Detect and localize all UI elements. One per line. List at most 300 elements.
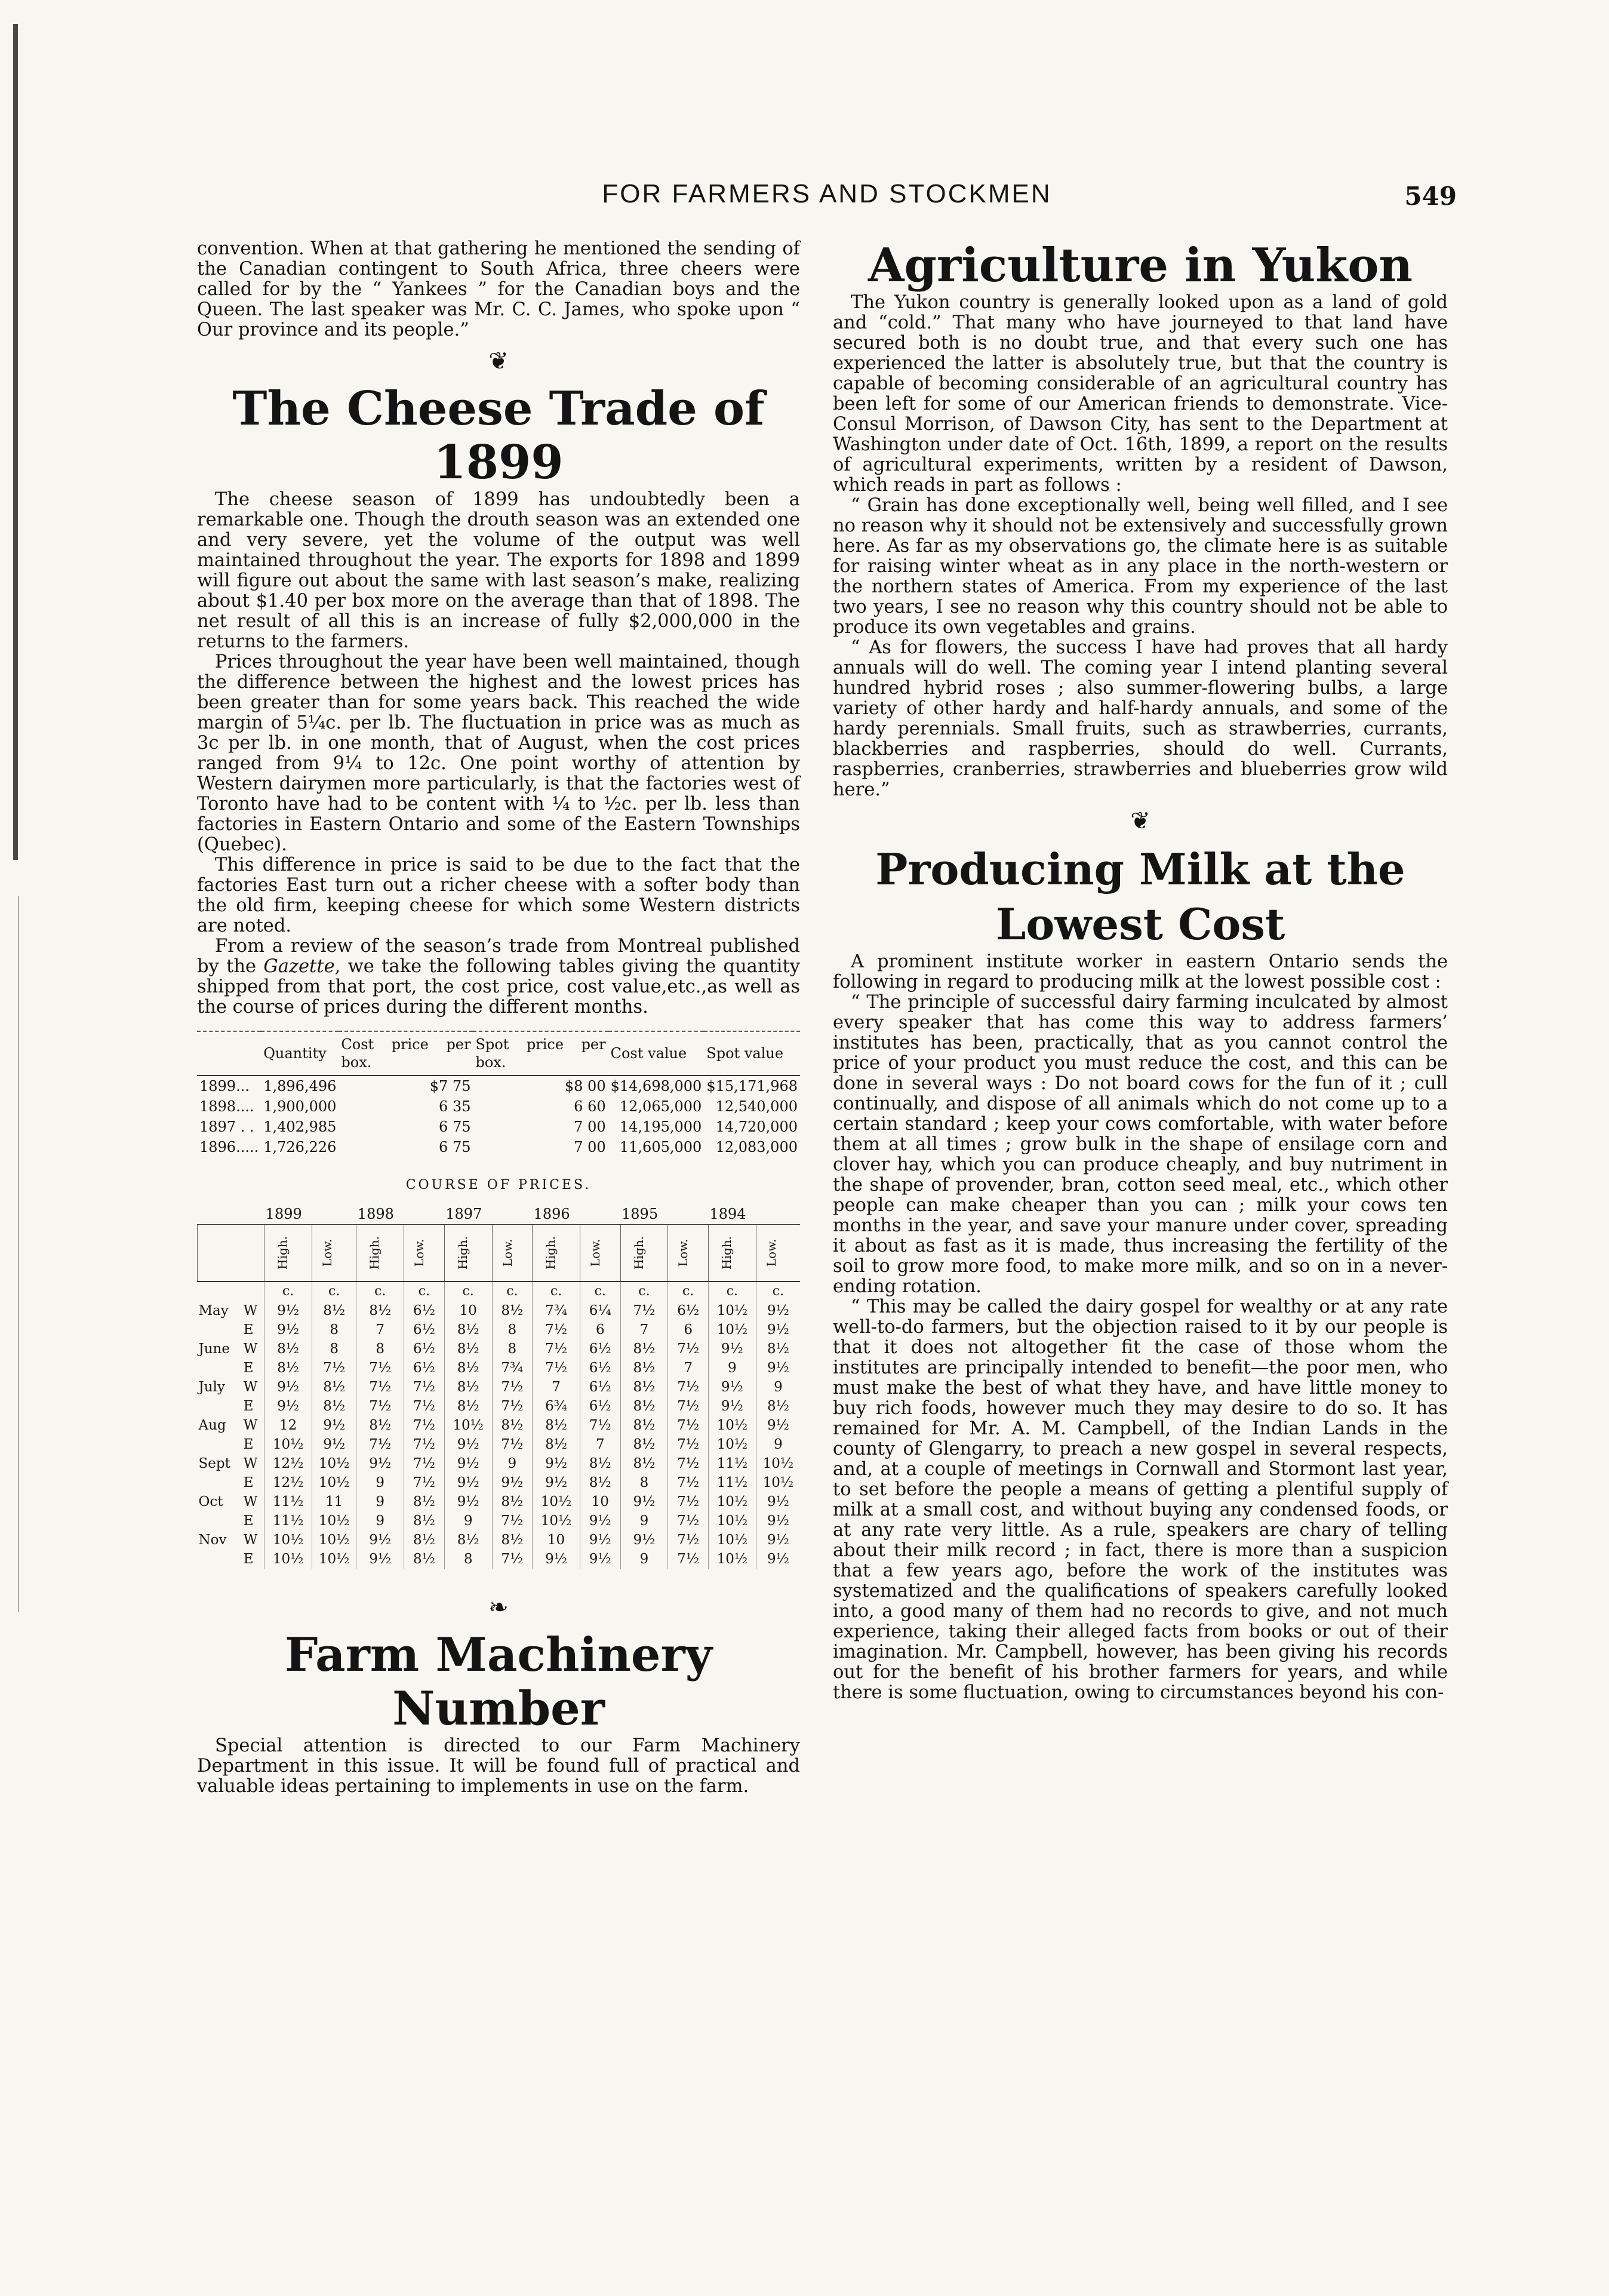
price-cell: 9½ <box>264 1397 312 1416</box>
price-cell: 9½ <box>356 1454 404 1473</box>
price-cell: 10½ <box>708 1320 756 1339</box>
table-cell: 6 60 <box>574 1098 606 1115</box>
price-cell: 7½ <box>356 1435 404 1454</box>
month-header-spacer <box>198 1204 264 1225</box>
table-cell: $14,698,000 <box>610 1078 702 1095</box>
price-cell: 9 <box>356 1511 404 1530</box>
high-low-header <box>668 1225 709 1282</box>
year-header: 1896 <box>533 1206 570 1222</box>
month-label <box>198 1473 242 1492</box>
yukon-paragraph-1: The Yukon country is generally looked upon as a land of gold and “cold.” That many who have journeyed to that land have secured both is no doubt true, and that every such one has experienced the latter is absolutely true, but that the country is capable of becoming considerable of an agricultural country has been left for some of our American friends to demonstrate. Vice-Consul Morrison, of Dawson City, has sent to the Department at Washington under date of Oct. 16th, 1899, a report on the results of agricultural experiments, written by a resident of Dawson, which reads in part as follows : <box>833 292 1448 496</box>
price-cell: 7 <box>580 1435 621 1454</box>
table-cell: 7 00 <box>574 1139 606 1155</box>
price-cell: 9½ <box>444 1492 492 1511</box>
price-cell: 8½ <box>492 1492 533 1511</box>
price-cell: 9½ <box>264 1301 312 1320</box>
table-cell: 12,083,000 <box>715 1139 798 1155</box>
price-cell: 6½ <box>580 1339 621 1358</box>
unit-label: c. <box>756 1281 800 1301</box>
price-cell: 7½ <box>492 1378 533 1397</box>
price-cell: 9½ <box>492 1473 533 1492</box>
price-cell: 7½ <box>668 1492 709 1511</box>
price-cell: 11 <box>312 1492 356 1511</box>
table-cell: 11,605,000 <box>619 1139 702 1155</box>
right-column <box>833 239 1448 1703</box>
year-header: 1898 <box>357 1206 394 1222</box>
price-cell: 9 <box>356 1492 404 1511</box>
price-cell: 6½ <box>404 1320 445 1339</box>
table-row <box>198 1397 801 1416</box>
region-label: W <box>243 1456 258 1471</box>
col-header-cost-price: Cost price per box. <box>339 1031 473 1075</box>
table-cell: 6 35 <box>439 1098 471 1115</box>
price-cell: 8 <box>620 1473 668 1492</box>
unit-label: c. <box>492 1281 533 1301</box>
price-cell: 6½ <box>580 1397 621 1416</box>
price-cell: 8 <box>444 1550 492 1569</box>
table-cell: 12,540,000 <box>715 1098 798 1115</box>
price-cell: 9 <box>756 1378 800 1397</box>
price-cell: 9½ <box>756 1301 800 1320</box>
high-low-header <box>312 1225 356 1282</box>
unit-label: c. <box>668 1281 709 1301</box>
table-row <box>198 1339 801 1358</box>
units-row <box>198 1281 801 1301</box>
region-label: E <box>243 1360 254 1376</box>
price-cell: 8½ <box>404 1530 445 1550</box>
scan-edge <box>13 24 18 860</box>
price-cell: 7½ <box>668 1435 709 1454</box>
price-cell: 6½ <box>404 1301 445 1320</box>
price-cell: 12½ <box>264 1454 312 1473</box>
year-header: 1895 <box>622 1206 659 1222</box>
table-row <box>198 1301 801 1320</box>
price-cell: 7½ <box>668 1339 709 1358</box>
machinery-paragraph: Special attention is directed to our Farm Machinery Department in this issue. It will be found full of practical and valuable ideas pertaining to implements in use on the farm. <box>197 1735 800 1797</box>
unit-label: c. <box>580 1281 621 1301</box>
table-row <box>197 1117 800 1137</box>
course-of-prices-title: COURSE OF PRICES. <box>405 1178 592 1192</box>
gazette-title: Gazette <box>263 956 335 977</box>
month-label: May <box>198 1303 229 1318</box>
table-row <box>198 1320 801 1339</box>
price-cell: 8½ <box>620 1397 668 1416</box>
high-low-label: High. <box>631 1236 646 1270</box>
table-cell: 6 75 <box>439 1139 471 1155</box>
table-row <box>197 1137 800 1157</box>
high-low-header <box>533 1225 580 1282</box>
unit-label: c. <box>444 1281 492 1301</box>
price-cell: 9½ <box>533 1473 580 1492</box>
price-cell: 8½ <box>312 1301 356 1320</box>
price-cell: 7¾ <box>492 1358 533 1378</box>
price-cell: 8½ <box>620 1454 668 1473</box>
price-cell: 6½ <box>668 1301 709 1320</box>
price-cell: 10½ <box>708 1550 756 1569</box>
cheese-paragraph-2: Prices throughout the year have been well maintained, though the difference between the highest and the lowest prices has been greater than for some years back. This reached the wide margin of 5¼c. per lb. The fluctuation in price was as much as 3c per lb. in one month, that of August, when the cost prices ranged from 9¼ to 12c. One point worthy of attention by Western dairymen more particularly, is that the factories west of Toronto have had to be content with ¼ to ½c. per lb. less than factories in Eastern Ontario and some of the Eastern Townships (Quebec). <box>197 651 800 855</box>
ornament-icon: ❦ <box>488 348 509 375</box>
cheese-p4-text-a: From a review of the season’s trade from Montreal published by the <box>197 936 800 977</box>
table-cell: 12,065,000 <box>619 1098 702 1115</box>
running-title: FOR FARMERS AND STOCKMEN <box>602 179 1052 208</box>
price-cell: 6¼ <box>580 1301 621 1320</box>
ornament-icon-2: ❧ <box>488 1594 509 1621</box>
high-low-header-row <box>198 1225 801 1282</box>
price-cell: 7½ <box>492 1435 533 1454</box>
price-cell: 8½ <box>404 1511 445 1530</box>
price-cell: 12½ <box>264 1473 312 1492</box>
month-label <box>198 1511 242 1530</box>
table-row <box>198 1416 801 1435</box>
table-cell: $7 75 <box>429 1078 471 1095</box>
month-label <box>198 1550 242 1569</box>
course-of-prices-table <box>197 1204 800 1569</box>
price-cell: 7½ <box>668 1397 709 1416</box>
price-cell: 7½ <box>668 1473 709 1492</box>
price-cell: 7½ <box>620 1301 668 1320</box>
price-cell: 8 <box>492 1320 533 1339</box>
price-cell: 7½ <box>668 1454 709 1473</box>
high-low-header <box>492 1225 533 1282</box>
price-cell: 8½ <box>356 1416 404 1435</box>
table-cell: 14,720,000 <box>715 1118 798 1135</box>
cheese-paragraph-4 <box>197 936 800 1018</box>
price-cell: 10½ <box>708 1492 756 1511</box>
price-cell: 10½ <box>312 1530 356 1550</box>
table-row <box>198 1473 801 1492</box>
farm-machinery-heading: Farm Machinery Number <box>285 1628 712 1736</box>
price-cell: 8½ <box>492 1530 533 1550</box>
price-cell: 9 <box>756 1435 800 1454</box>
region-label: W <box>243 1379 258 1395</box>
price-cell: 8½ <box>756 1397 800 1416</box>
region-label: E <box>243 1475 254 1490</box>
high-low-label: High. <box>367 1236 382 1270</box>
high-low-header <box>708 1225 756 1282</box>
table-row <box>197 1075 800 1096</box>
region-label: E <box>243 1437 254 1452</box>
high-low-header <box>444 1225 492 1282</box>
price-cell: 8½ <box>356 1301 404 1320</box>
year-header: 1894 <box>709 1206 746 1222</box>
price-cell: 7½ <box>580 1416 621 1435</box>
unit-label: c. <box>533 1281 580 1301</box>
col-header-spot-price: Spot price per box. <box>473 1031 608 1075</box>
price-cell: 7½ <box>533 1320 580 1339</box>
high-low-header <box>404 1225 445 1282</box>
col-header-cost-value: Cost value <box>608 1031 704 1075</box>
price-cell: 9½ <box>756 1320 800 1339</box>
price-cell: 8½ <box>444 1320 492 1339</box>
unit-label: c. <box>356 1281 404 1301</box>
price-cell: 8½ <box>444 1378 492 1397</box>
milk-paragraph-2: “ The principle of successful dairy farming inculcated by almost every speaker that has come this way to address farmers’ institutes has been, practically, that as you cannot control the price of your product you must reduce the cost, and this can be done in several ways : Do not board cows for the fun of it ; cull continually, and dispose of all animals which do not come up to a certain standard ; keep your cows comfortable, with water before them at all times ; grow bulk in the shape of ensilage corn and clover hay, which you can produce cheaply, and buy nutriment in the shape of provender, bran, cotton seed meal, etc., which other people can make cheaper than you can ; milk your cows ten months in the year, and save your manure under cover, spreading it about as fast as it is made, thus increasing the fertility of the soil to grow more food, to make more milk, and so on in a never-ending rotation. <box>833 992 1448 1297</box>
unit-label: c. <box>404 1281 445 1301</box>
unit-label: c. <box>312 1281 356 1301</box>
running-head <box>197 179 1457 215</box>
units-spacer <box>198 1281 264 1301</box>
price-cell: 10½ <box>264 1530 312 1550</box>
price-cell: 9½ <box>756 1492 800 1511</box>
price-cell: 10 <box>444 1301 492 1320</box>
left-column <box>197 239 800 1797</box>
price-cell: 9½ <box>312 1416 356 1435</box>
price-cell: 9 <box>620 1511 668 1530</box>
price-cell: 6 <box>668 1320 709 1339</box>
yukon-paragraph-3: “ As for flowers, the success I have had proves that all hardy annuals will do well. The coming year I intend planting several hundred hybrid roses ; also summer-flowering bulbs, a large variety of other hardy and half-hardy annuals, and some of the hardy perennials. Small fruits, such as strawberries, currants, blackberries and raspberries, should do well. Currants, raspberries, cranberries, strawberries and blueberries grow wild here.” <box>833 637 1448 800</box>
high-low-label: Low. <box>500 1238 515 1267</box>
high-low-label: Low. <box>676 1238 691 1267</box>
table-row <box>198 1454 801 1473</box>
high-low-label: High. <box>455 1236 470 1270</box>
ornament-icon-3: ❦ <box>1130 807 1150 835</box>
high-low-label: Low. <box>764 1238 779 1267</box>
cheese-paragraph-3: This difference in price is said to be due to the fact that the factories East turn out a richer cheese with a softer body than the old firm, keeping cheese for which some Western districts are noted. <box>197 855 800 936</box>
price-cell: 8½ <box>492 1416 533 1435</box>
table-cell: 6 75 <box>439 1118 471 1135</box>
price-cell: 7½ <box>356 1358 404 1378</box>
cheese-trade-heading: The Cheese Trade of 1899 <box>232 382 765 490</box>
price-cell: 9½ <box>264 1378 312 1397</box>
price-cell: 9 <box>620 1550 668 1569</box>
course-body <box>198 1281 801 1569</box>
month-label: Sept <box>198 1456 230 1471</box>
high-low-label: High. <box>275 1236 290 1270</box>
table-cell: $15,171,968 <box>706 1078 798 1095</box>
table-cell: $8 00 <box>564 1078 606 1095</box>
region-label: E <box>243 1513 254 1529</box>
price-cell: 7½ <box>668 1550 709 1569</box>
price-cell: 7 <box>356 1320 404 1339</box>
table-cell: 1898.... <box>199 1098 254 1115</box>
price-cell: 8½ <box>756 1339 800 1358</box>
yukon-paragraph-2: “ Grain has done exceptionally well, being well filled, and I see no reason why it should not be extensively and successfully grown here. As far as my observations go, the climate here is as suitable for raising winter wheat as in any place in the north-western or the northern states of America. From my experience of the last two years, I see no reason why this country should not be able to produce its own vegetables and grains. <box>833 495 1448 638</box>
price-cell: 9½ <box>444 1473 492 1492</box>
high-low-header <box>264 1225 312 1282</box>
price-cell: 11½ <box>708 1454 756 1473</box>
price-cell: 7½ <box>356 1378 404 1397</box>
high-low-label: High. <box>543 1236 558 1270</box>
table-row <box>198 1511 801 1530</box>
price-cell: 7½ <box>492 1397 533 1416</box>
high-low-label: Low. <box>412 1238 427 1267</box>
shipments-table <box>197 1031 800 1157</box>
region-label: W <box>243 1418 258 1433</box>
price-cell: 8½ <box>312 1397 356 1416</box>
high-low-label: Low. <box>588 1238 603 1267</box>
month-label <box>198 1320 242 1339</box>
table-row <box>198 1550 801 1569</box>
price-cell: 8½ <box>620 1358 668 1378</box>
month-label: Oct <box>198 1494 223 1510</box>
years-header-row <box>198 1204 801 1225</box>
price-cell: 11½ <box>708 1473 756 1492</box>
col-header-quantity: Quantity <box>261 1031 339 1075</box>
price-cell: 7½ <box>668 1378 709 1397</box>
shipments-body <box>197 1075 800 1157</box>
year-header: 1897 <box>445 1206 482 1222</box>
month-label: June <box>198 1341 230 1357</box>
month-label: July <box>198 1379 225 1395</box>
month-label <box>198 1397 242 1416</box>
table-cell: 1,726,226 <box>263 1139 337 1155</box>
table-row <box>198 1378 801 1397</box>
price-cell: 9½ <box>708 1397 756 1416</box>
price-cell: 9½ <box>756 1550 800 1569</box>
price-cell: 9½ <box>264 1320 312 1339</box>
price-cell: 10½ <box>708 1301 756 1320</box>
price-cell: 7 <box>620 1320 668 1339</box>
price-cell: 8½ <box>404 1550 445 1569</box>
price-cell: 6¾ <box>533 1397 580 1416</box>
region-label: W <box>243 1303 258 1318</box>
table-row <box>198 1492 801 1511</box>
price-cell: 8½ <box>580 1454 621 1473</box>
price-cell: 7½ <box>404 1454 445 1473</box>
table-cell: 7 00 <box>574 1118 606 1135</box>
price-cell: 8½ <box>444 1358 492 1378</box>
price-cell: 8½ <box>492 1301 533 1320</box>
price-cell: 8 <box>312 1339 356 1358</box>
price-cell: 10½ <box>708 1416 756 1435</box>
price-cell: 6½ <box>404 1358 445 1378</box>
price-cell: 11½ <box>264 1511 312 1530</box>
milk-heading-line-1: Producing Milk at the <box>875 844 1405 895</box>
table-cell: 1,900,000 <box>263 1098 337 1115</box>
price-cell: 7¾ <box>533 1301 580 1320</box>
unit-label: c. <box>264 1281 312 1301</box>
price-cell: 8½ <box>444 1339 492 1358</box>
price-cell: 10½ <box>756 1473 800 1492</box>
region-label: E <box>243 1398 254 1414</box>
year-header: 1899 <box>265 1206 302 1222</box>
table-cell: 1,896,496 <box>263 1078 337 1095</box>
cheese-paragraph-1: The cheese season of 1899 has undoubtedly been a remarkable one. Though the drouth season was an extended one and very severe, yet the volume of the output was well maintained throughout the year. The exports for 1898 and 1899 will figure out about the same with last season’s make, realizing about $1.40 per box more on the average than that of 1898. The net result of all this is an increase of fully $2,000,000 in the returns to the farmers. <box>197 489 800 652</box>
price-cell: 10½ <box>533 1511 580 1530</box>
price-cell: 8½ <box>264 1339 312 1358</box>
price-cell: 10½ <box>264 1550 312 1569</box>
price-cell: 10½ <box>708 1511 756 1530</box>
price-cell: 7½ <box>668 1530 709 1550</box>
price-cell: 9½ <box>756 1530 800 1550</box>
price-cell: 10 <box>533 1530 580 1550</box>
price-cell: 9½ <box>580 1530 621 1550</box>
price-cell: 10 <box>580 1492 621 1511</box>
price-cell: 12 <box>264 1416 312 1435</box>
region-label: E <box>243 1551 254 1567</box>
milk-paragraph-3: “ This may be called the dairy gospel for wealthy or at any rate well-to-do farmers, but the objection raised to it by our people is that it does not altogether fit the case of those whom the institutes are principally intended to benefit—the poor men, who must make the best of what they have, and have little money to buy rich foods, however much they may desire to do so. It has remained for Mr. A. M. Campbell, of the Indian Lands in the county of Glengarry, to preach a new gospel in several respects, and, at a couple of meetings in Cornwall and Stormont last year, to set before the people a means of getting a plentiful supply of milk at a small cost, and without buying any condensed foods, or at any rate very little. As a rule, speakers are chary of telling about their milk record ; in fact, there is more than a suspicion that a few years ago, before the work of the institutes was systematized and the qualifications of speakers carefully looked into, a good many of them had no records to give, and not much experience, taking their alleged facts from books or out of their imagination. Mr. Campbell, however, has been giving his records out for the benefit of his brother farmers for years, and while there is some fluctuation, owing to circumstances beyond his con- <box>833 1296 1448 1703</box>
price-cell: 7½ <box>404 1473 445 1492</box>
price-cell: 7½ <box>356 1397 404 1416</box>
price-cell: 9 <box>444 1511 492 1530</box>
price-cell: 7½ <box>312 1358 356 1378</box>
unit-label: c. <box>708 1281 756 1301</box>
price-cell: 10½ <box>533 1492 580 1511</box>
price-cell: 7 <box>668 1358 709 1378</box>
price-cell: 10½ <box>444 1416 492 1435</box>
price-cell: 9½ <box>580 1550 621 1569</box>
price-cell: 10½ <box>708 1530 756 1550</box>
price-cell: 8½ <box>580 1473 621 1492</box>
price-cell: 7½ <box>668 1511 709 1530</box>
price-cell: 7½ <box>492 1511 533 1530</box>
price-cell: 8½ <box>264 1358 312 1378</box>
price-cell: 9½ <box>756 1416 800 1435</box>
month-label: Aug <box>198 1418 226 1433</box>
high-low-header <box>756 1225 800 1282</box>
price-cell: 8½ <box>620 1435 668 1454</box>
table-cell: 1897 . . <box>199 1118 254 1135</box>
price-cell: 9½ <box>356 1550 404 1569</box>
price-cell: 8 <box>492 1339 533 1358</box>
price-cell: 10½ <box>708 1435 756 1454</box>
month-label <box>198 1435 242 1454</box>
price-cell: 10½ <box>312 1511 356 1530</box>
price-cell: 10½ <box>312 1473 356 1492</box>
high-low-header <box>580 1225 621 1282</box>
high-low-label: High. <box>719 1236 734 1270</box>
price-cell: 8½ <box>444 1530 492 1550</box>
region-label: E <box>243 1322 254 1338</box>
milk-paragraph-1: A prominent institute worker in eastern Ontario sends the following in regard to producing milk at the lowest possible cost : <box>833 951 1448 992</box>
price-cell: 7½ <box>533 1358 580 1378</box>
price-cell: 10½ <box>312 1550 356 1569</box>
price-cell: 8½ <box>620 1416 668 1435</box>
cheese-p4-text-b: , we take the following tables giving the quantity shipped from that port, the cost price, cost value,etc.,as well as the course of prices during the different months. <box>197 956 800 1018</box>
price-cell: 9½ <box>756 1358 800 1378</box>
price-cell: 6½ <box>404 1339 445 1358</box>
price-cell: 8 <box>312 1320 356 1339</box>
intro-paragraph: convention. When at that gathering he mentioned the sending of the Canadian contingent to South Africa, three cheers were called for by the “ Yankees ” for the Canadian boys and the Queen. The last speaker was Mr. C. C. James, who spoke upon “ Our province and its people.” <box>197 238 800 340</box>
price-cell: 8½ <box>312 1378 356 1397</box>
scan-edge-faint <box>18 896 19 1612</box>
price-cell: 9½ <box>533 1454 580 1473</box>
yukon-heading: Agriculture in Yukon <box>867 238 1413 293</box>
price-cell: 8½ <box>533 1435 580 1454</box>
price-cell: 9½ <box>312 1435 356 1454</box>
high-low-label: Low. <box>320 1238 335 1267</box>
shipments-header-row <box>197 1031 800 1075</box>
table-row <box>198 1435 801 1454</box>
price-cell: 10½ <box>312 1454 356 1473</box>
price-cell: 7½ <box>404 1416 445 1435</box>
price-cell: 6 <box>580 1320 621 1339</box>
price-cell: 9½ <box>533 1550 580 1569</box>
price-cell: 6½ <box>580 1358 621 1378</box>
price-cell: 9½ <box>356 1530 404 1550</box>
table-cell: 14,195,000 <box>619 1118 702 1135</box>
price-cell: 9½ <box>708 1378 756 1397</box>
table-row <box>197 1096 800 1117</box>
price-cell: 7½ <box>404 1435 445 1454</box>
col-header-year <box>197 1031 261 1075</box>
table-row <box>198 1358 801 1378</box>
region-label: W <box>243 1494 258 1510</box>
high-low-header <box>620 1225 668 1282</box>
price-cell: 8½ <box>404 1492 445 1511</box>
unit-label: c. <box>620 1281 668 1301</box>
milk-heading-line-2: Lowest Cost <box>995 899 1285 949</box>
price-cell: 7½ <box>668 1416 709 1435</box>
price-cell: 9 <box>708 1358 756 1378</box>
price-cell: 8½ <box>444 1397 492 1416</box>
month-header-spacer <box>198 1225 264 1282</box>
price-cell: 9½ <box>444 1454 492 1473</box>
price-cell: 7 <box>533 1378 580 1397</box>
price-cell: 10½ <box>756 1454 800 1473</box>
month-label: Nov <box>198 1532 227 1548</box>
price-cell: 7½ <box>492 1550 533 1569</box>
